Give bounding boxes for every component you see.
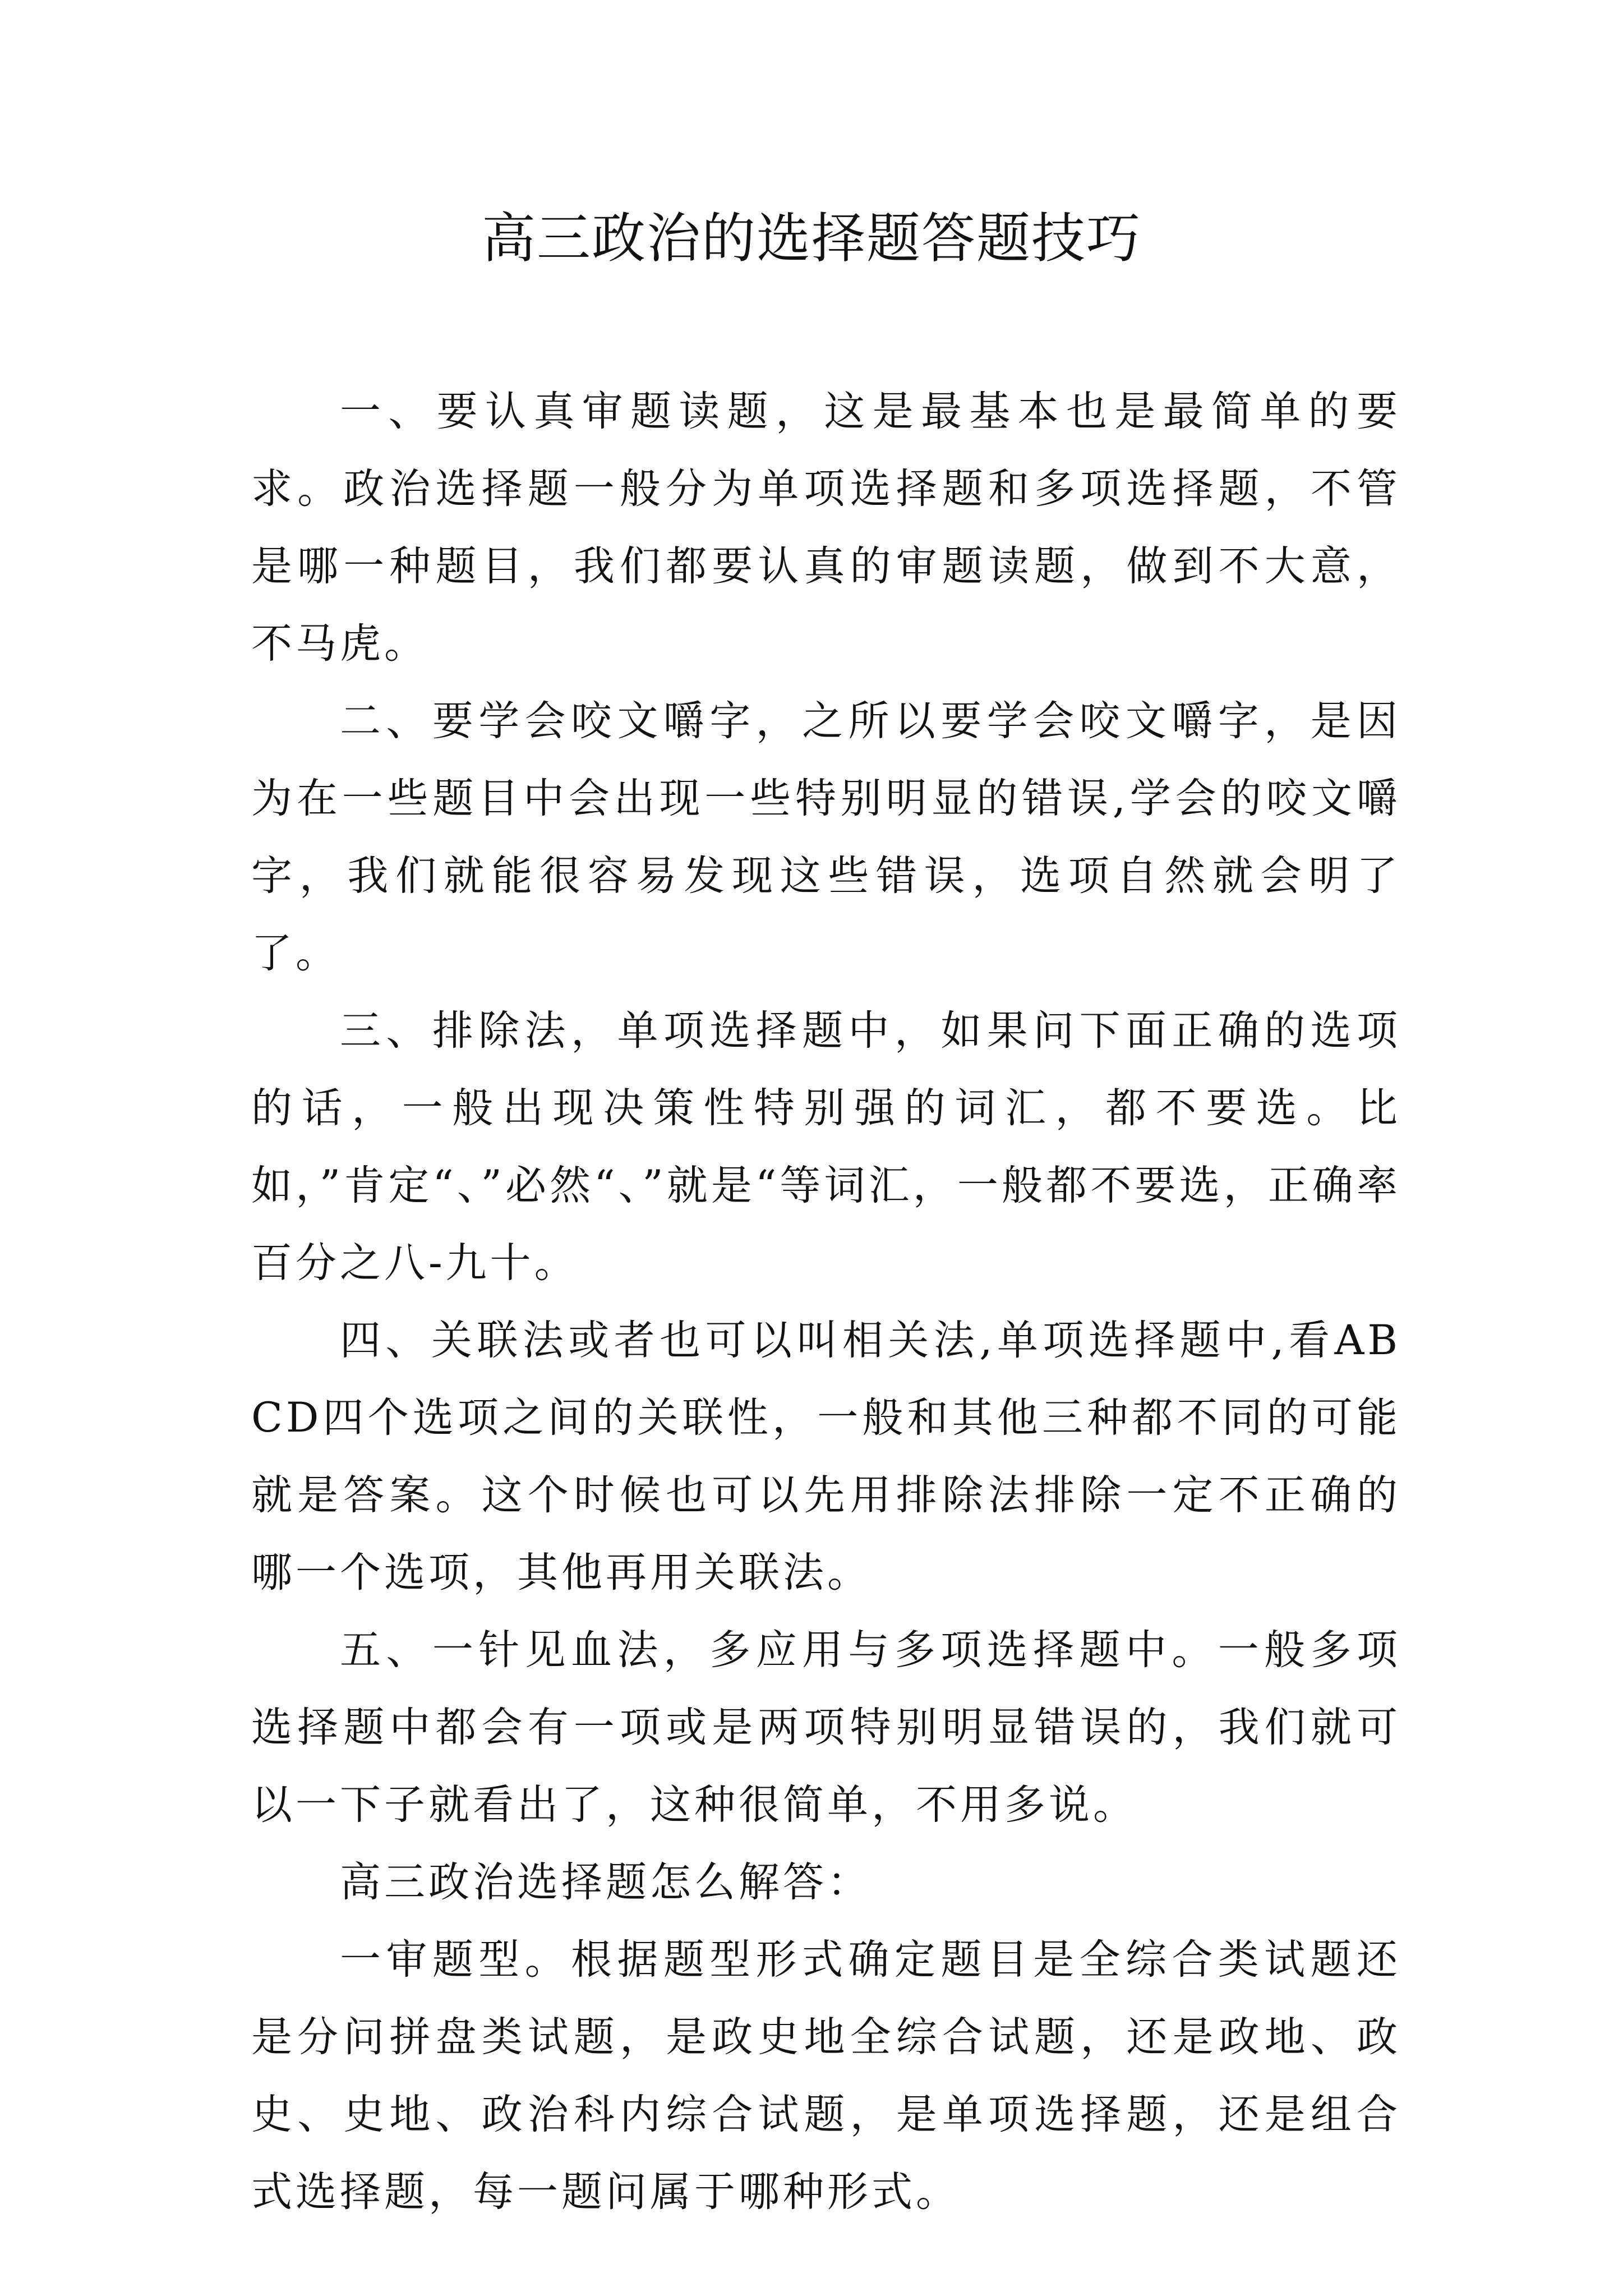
paragraph-1: 一、要认真审题读题，这是最基本也是最简单的要求。政治选择题一般分为单项选择题和多项选择题，不管是哪一种题目，我们都要认真的审题读题，做到不大意，不马虎。 [251, 388, 1401, 668]
paragraph-7: 一审题型。根据题型形式确定题目是全综合类试题还是分问拼盘类试题，是政史地全综合试题，还是政地、政史、史地、政治科内综合试题，是单项选择题，还是组合式选择题，每一题问属于哪种形式。 [251, 1936, 1401, 2216]
document-body [251, 373, 1401, 2231]
document-title: 高三政治的选择题答题技巧 [482, 207, 1141, 270]
paragraph-3: 三、排除法，单项选择题中，如果问下面正确的选项的话，一般出现决策性特别强的词汇，都不要选。比如，”肯定“、”必然“、”就是“等词汇，一般都不要选，正确率百分之八-九十。 [251, 1007, 1401, 1287]
paragraph-6: 高三政治选择题怎么解答： [340, 1858, 872, 1906]
paragraph-2: 二、要学会咬文嚼字，之所以要学会咬文嚼字，是因为在一些题目中会出现一些特别明显的错误,学会的咬文嚼字，我们就能很容易发现这些错误，选项自然就会明了了。 [251, 697, 1401, 977]
paragraph-5: 五、一针见血法，多应用与多项选择题中。一般多项选择题中都会有一项或是两项特别明显错误的，我们就可以一下子就看出了，这种很简单，不用多说。 [251, 1626, 1401, 1829]
paragraph-4: 四、关联法或者也可以叫相关法,单项选择题中,看ABCD四个选项之间的关联性，一般和其他三种都不同的可能就是答案。这个时候也可以先用排除法排除一定不正确的哪一个选项，其他再用关联法。 [251, 1317, 1401, 1596]
